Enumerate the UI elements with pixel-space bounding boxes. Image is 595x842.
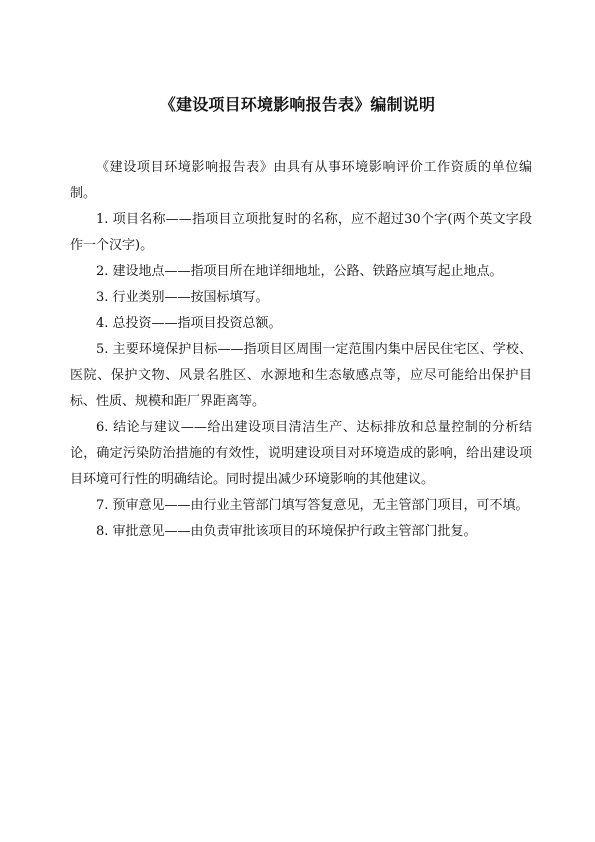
- item-pre-review-opinion: 7. 预审意见——由行业主管部门填写答复意见，无主管部门项目，可不填。: [96, 498, 529, 513]
- item-conclusion-suggestions: 6. 结论与建议——给出建设项目清洁生产、达标排放和总量控制的分析结论，确定污染防治措施的有效性，说明建设项目对环境造成的影响，给出建设项目环境可行性的明确结论。同时提出减少环境影响的其他建议。: [70, 420, 532, 487]
- item-construction-site: 2. 建设地点——指项目所在地详细地址，公路、铁路应填写起止地点。: [96, 264, 503, 279]
- intro-paragraph: 《建设项目环境影响报告表》由具有从事环境影响评价工作资质的单位编制。: [70, 160, 532, 201]
- item-project-name: 1. 项目名称——指项目立项批复时的名称，应不超过30个字(两个英文字段作一个汉字)。: [70, 212, 532, 253]
- item-total-investment: 4. 总投资——指项目投资总额。: [96, 316, 282, 331]
- item-protection-targets: 5. 主要环境保护目标——指项目区周围一定范围内集中居民住宅区、学校、医院、保护文物、风景名胜区、水源地和生态敏感点等，应尽可能给出保护目标、性质、规模和距厂界距离等。: [70, 342, 532, 409]
- document-body: [70, 155, 532, 545]
- document-title: 《建设项目环境影响报告表》编制说明: [159, 95, 436, 114]
- item-approval-opinion: 8. 审批意见——由负责审批该项目的环境保护行政主管部门批复。: [96, 524, 477, 539]
- item-industry-category: 3. 行业类别——按国标填写。: [96, 290, 269, 305]
